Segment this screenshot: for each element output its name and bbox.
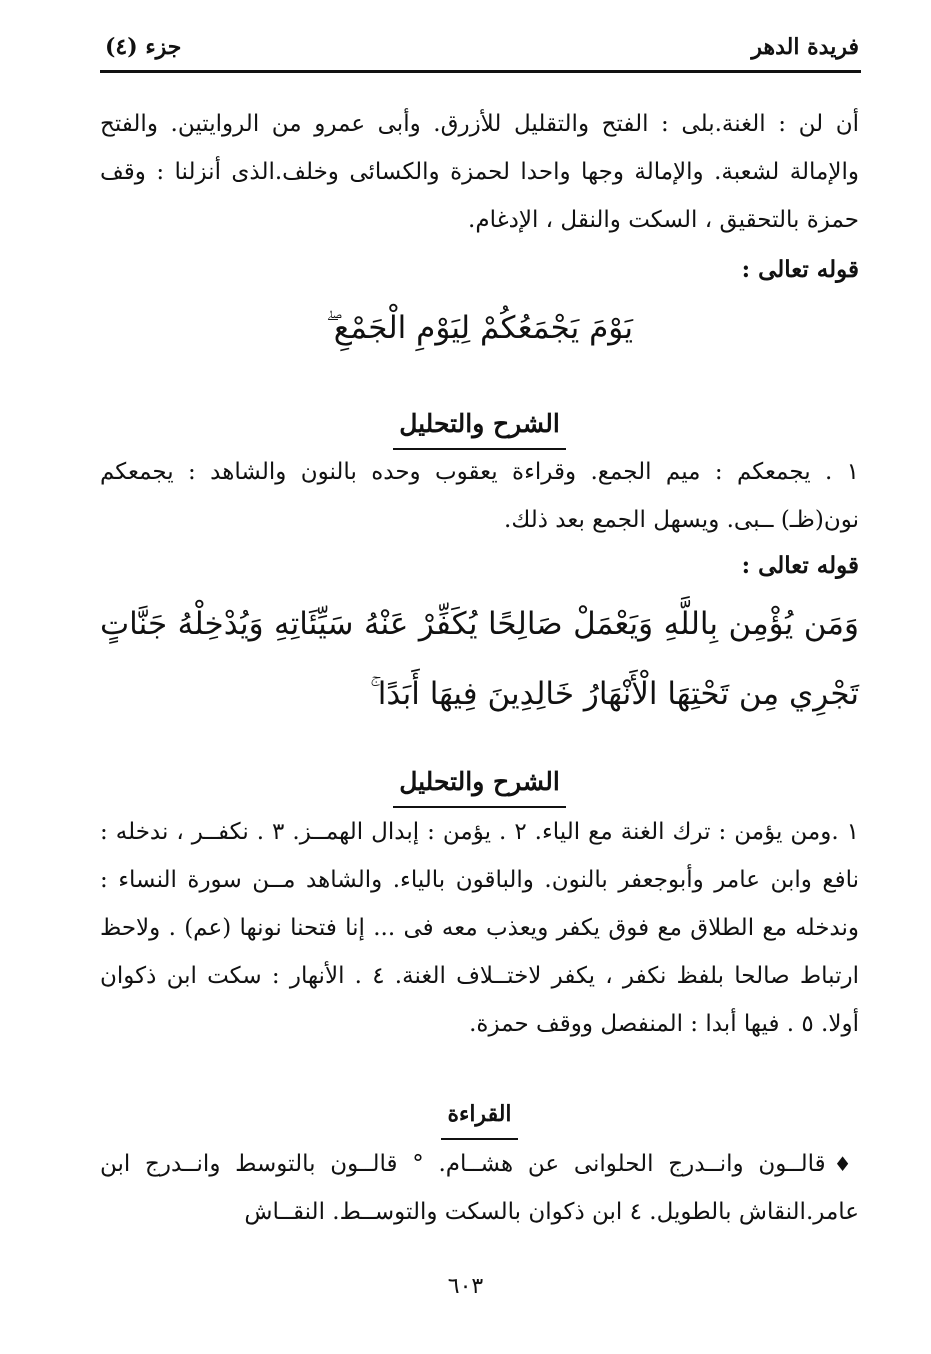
running-header [105,30,859,70]
intro-paragraph: أن لن : الغنة.بلى : الفتح والتقليل للأزرق. وأبى عمرو من الروايتين. والفتح والإمالة لشعبة. والإمالة وجها واحدا لحمزة والكسائى وخلف.الذى أنزلنا : وقف حمزة بالتحقيق ، السكت والنقل ، الإدغام. [100,111,859,233]
reading-paragraph [100,1140,859,1236]
verse-label-1: قوله تعالى : [741,256,859,283]
section-heading-2-text: الشرح والتحليل [393,762,566,808]
part-number: جزء (٤) [105,34,182,60]
reading-text: قالــون وانــدرج الحلوانى عن هشــام. ° قالــون بالتوسط وانــدرج ابن عامر.النقاش بالطويل. ٤ ابن ذكوان بالسكت والتوســط. النقــاش [100,1151,859,1225]
diamond-bullet-icon: ♦ [833,1152,859,1176]
section-heading-2 [100,762,859,808]
section-heading-1 [100,404,859,450]
quran-verse-1: يَوْمَ يَجْمَعُكُمْ لِيَوْمِ الْجَمْعِ ۖ [326,310,633,346]
explanation-1: ١ . يجمعكم : ميم الجمع. وقراءة يعقوب وحده بالنون والشاهد : يجمعكم نون(ظـ) ــبى. ويسهل الجمع بعد ذلك. [100,459,859,533]
quran-verse-2-line-1: وَمَن يُؤْمِن بِاللَّهِ وَيَعْمَلْ صَالِحًا يُكَفِّرْ عَنْهُ سَيِّئَاتِهِ وَيُدْخِلْهُ جَنَّاتٍ [100,606,859,642]
verse-label-2: قوله تعالى : [741,552,859,579]
explanation-2: ١ .ومن يؤمن : ترك الغنة مع الياء. ٢ . يؤمن : إبدال الهمــز. ٣ . نكفــر ، ندخله : نافع وابن عامر وأبوجعفر بالنون. والباقون بالياء. والشاهد مــن سورة النساء : وندخله مع الطلاق مع فوق يكفر ويعذب معه فى ... إنا فتحنا نونها (عم) . ولاحظ ارتباط صالحا بلفظ نكفر ، يكفر لاختــلاف الغنة. ٤ . الأنهار : سكت ابن ذكوان أولا. ٥ . فيها أبدا : المنفصل ووقف حمزة. [100,819,859,1037]
reading-heading-text: القراءة [441,1094,517,1140]
quran-verse-2-line-2: تَجْرِي مِن تَحْتِهَا الْأَنْهَارُ خَالِدِينَ فِيهَا أَبَدًا ۚ [369,676,859,712]
reading-heading [100,1094,859,1140]
book-title: فريدة الدهر [751,34,859,60]
section-heading-1-text: الشرح والتحليل [393,404,566,450]
page-number: ٦٠٣ [447,1274,484,1299]
header-rule [100,70,861,73]
